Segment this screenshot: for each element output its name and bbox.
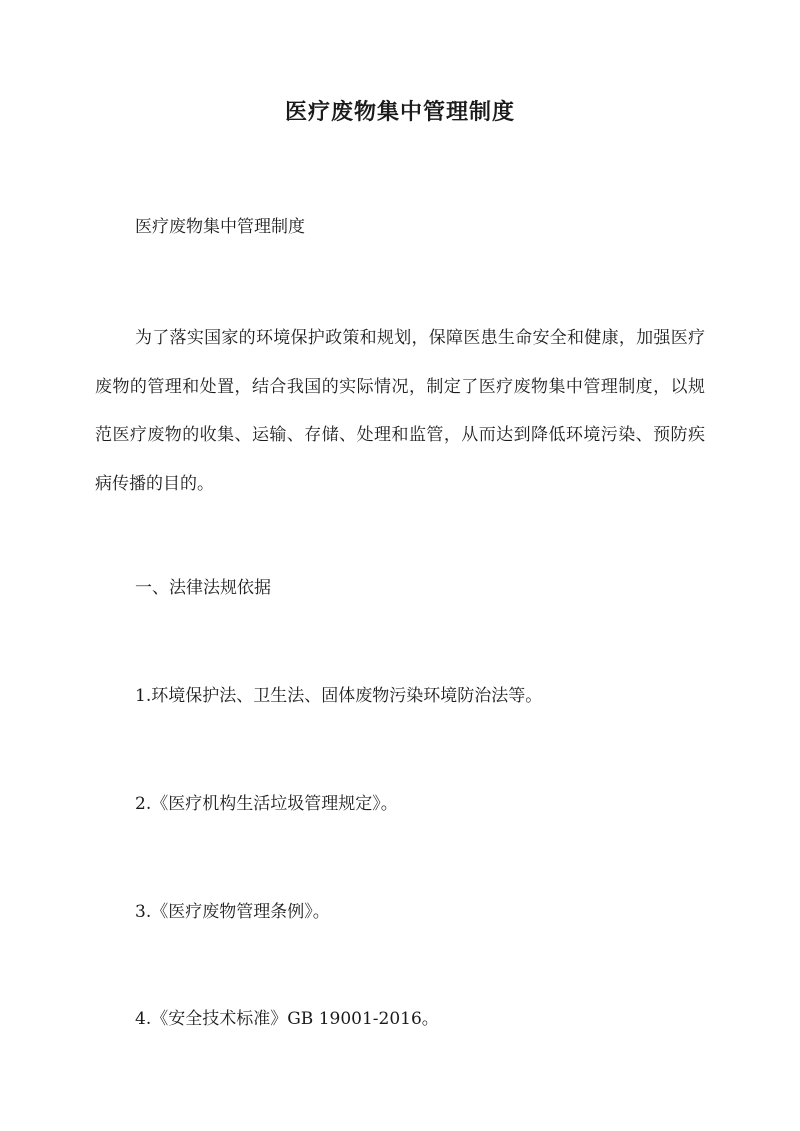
intro-paragraph: 为了落实国家的环境保护政策和规划，保障医患生命安全和健康，加强医疗废物的管理和处置，结合我国的实际情况，制定了医疗废物集中管理制度，以规范医疗废物的收集、运输、存储、处理和监管，从而达到降低环境污染、预防疾病传播的目的。 bbox=[95, 328, 705, 494]
list-item: 4.《安全技术标准》GB 19001-2016。 bbox=[135, 1009, 439, 1029]
document-subtitle: 医疗废物集中管理制度 bbox=[135, 217, 305, 237]
list-item: 3.《医疗废物管理条例》。 bbox=[135, 902, 330, 922]
list-item: 2.《医疗机构生活垃圾管理规定》。 bbox=[135, 794, 398, 814]
section-heading: 一、法律法规依据 bbox=[135, 578, 271, 598]
document-title: 医疗废物集中管理制度 bbox=[284, 99, 515, 125]
list-item: 1.环境保护法、卫生法、固体废物污染环境防治法等。 bbox=[135, 686, 543, 706]
